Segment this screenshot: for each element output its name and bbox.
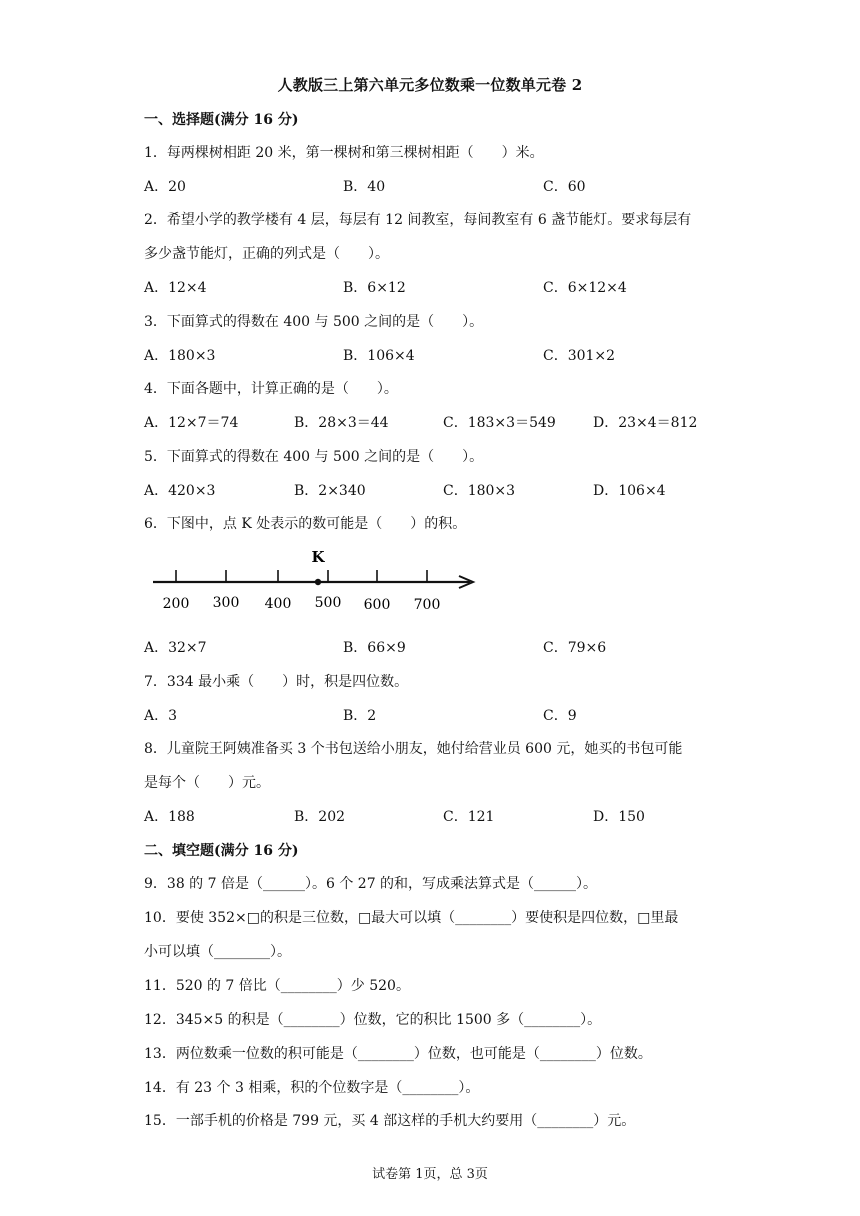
q4-option-d[interactable]: D．23×4＝812 (593, 415, 698, 431)
question-10-line-1: 10．要使 352×□的积是三位数，□最大可以填（________）要使积是四位数，□里最 (144, 910, 679, 926)
tick-label-300: 300 (212, 595, 240, 611)
question-2-line-2: 多少盏节能灯，正确的列式是（ ）。 (144, 246, 389, 262)
q1-option-c[interactable]: C．60 (543, 179, 586, 195)
q7-option-c[interactable]: C．9 (543, 708, 577, 724)
q2-option-b[interactable]: B．6×12 (343, 280, 406, 296)
q3-option-c[interactable]: C．301×2 (543, 348, 616, 364)
tick-label-400: 400 (264, 596, 292, 612)
question-8-line-1: 8．儿童院王阿姨准备买 3 个书包送给小朋友，她付给营业员 600 元，她买的书包可能 (144, 741, 683, 757)
q6-option-b[interactable]: B．66×9 (343, 640, 406, 656)
page-footer: 试卷第 1页，总 3页 (372, 1167, 488, 1182)
tick-label-700: 700 (413, 597, 441, 613)
question-3: 3．下面算式的得数在 400 与 500 之间的是（ ）。 (144, 314, 484, 330)
q5-option-c[interactable]: C．180×3 (443, 483, 516, 499)
question-11: 11．520 的 7 倍比（________）少 520。 (144, 978, 410, 994)
q1-option-b[interactable]: B．40 (343, 179, 386, 195)
q6-option-c[interactable]: C．79×6 (543, 640, 607, 656)
question-12: 12．345×5 的积是（________）位数，它的积比 1500 多（________）。 (144, 1012, 602, 1028)
tick-label-200: 200 (162, 596, 190, 612)
question-2-line-1: 2．希望小学的教学楼有 4 层，每层有 12 间教室，每间教室有 6 盏节能灯。要求每层有 (144, 212, 692, 228)
q2-option-c[interactable]: C．6×12×4 (543, 280, 627, 296)
q1-option-a[interactable]: A．20 (144, 179, 186, 195)
question-6: 6．下图中，点 K 处表示的数可能是（ ）的积。 (144, 516, 467, 532)
question-4: 4．下面各题中，计算正确的是（ ）。 (144, 381, 398, 397)
q5-option-b[interactable]: B．2×340 (294, 483, 366, 499)
tick-label-500: 500 (314, 595, 342, 611)
point-k-label: K (311, 548, 325, 566)
section-heading-choice: 一、选择题(满分 16 分) (144, 112, 299, 128)
q8-option-b[interactable]: B．202 (294, 809, 346, 825)
q8-option-c[interactable]: C．121 (443, 809, 495, 825)
question-1: 1．每两棵树相距 20 米，第一棵树和第三棵树相距（ ）米。 (144, 145, 544, 161)
question-8-line-2: 是每个（ ）元。 (144, 775, 270, 791)
point-k (315, 579, 321, 585)
tick-label-600: 600 (363, 597, 391, 613)
question-14: 14．有 23 个 3 相乘，积的个位数字是（________）。 (144, 1080, 480, 1096)
question-13: 13．两位数乘一位数的积可能是（________）位数，也可能是（________）位数。 (144, 1046, 652, 1062)
q8-option-a[interactable]: A．188 (144, 809, 195, 825)
question-7: 7．334 最小乘（ ）时，积是四位数。 (144, 674, 409, 690)
page-title: 人教版三上第六单元多位数乘一位数单元卷 2 (277, 76, 583, 94)
q5-option-d[interactable]: D．106×4 (593, 483, 666, 499)
q3-option-b[interactable]: B．106×4 (343, 348, 415, 364)
q5-option-a[interactable]: A．420×3 (144, 483, 216, 499)
section-heading-fill: 二、填空题(满分 16 分) (144, 843, 299, 859)
question-9: 9．38 的 7 倍是（______）。6 个 27 的和，写成乘法算式是（______）。 (144, 876, 598, 892)
number-line-figure (145, 540, 485, 620)
q4-option-b[interactable]: B．28×3＝44 (294, 415, 389, 431)
q8-option-d[interactable]: D．150 (593, 809, 645, 825)
question-10-line-2: 小可以填（________）。 (144, 944, 291, 960)
question-5: 5．下面算式的得数在 400 与 500 之间的是（ ）。 (144, 449, 484, 465)
q4-option-a[interactable]: A．12×7＝74 (144, 415, 239, 431)
q4-option-c[interactable]: C．183×3＝549 (443, 415, 556, 431)
q6-option-a[interactable]: A．32×7 (144, 640, 207, 656)
q2-option-a[interactable]: A．12×4 (144, 280, 207, 296)
q7-option-b[interactable]: B．2 (343, 708, 377, 724)
q3-option-a[interactable]: A．180×3 (144, 348, 216, 364)
q7-option-a[interactable]: A．3 (144, 708, 178, 724)
question-15: 15．一部手机的价格是 799 元，买 4 部这样的手机大约要用（________）元。 (144, 1113, 636, 1129)
